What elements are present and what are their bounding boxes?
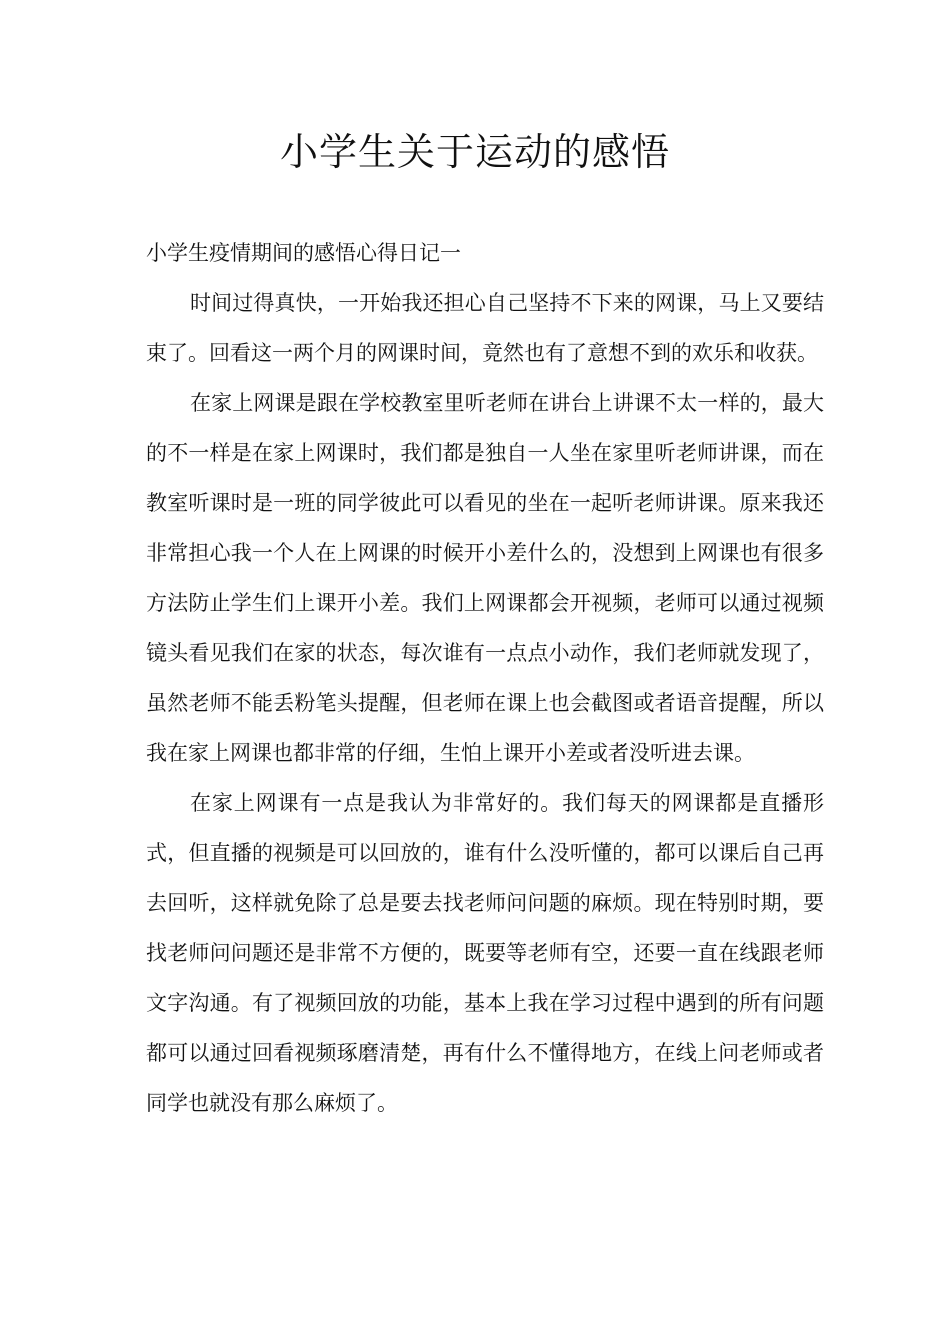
document-body xyxy=(146,228,824,1128)
paragraph-3: 在家上网课有一点是我认为非常好的。我们每天的网课都是直播形式，但直播的视频是可以回放的，谁有什么没听懂的，都可以课后自己再去回听，这样就免除了总是要去找老师问问题的麻烦。现在特别时期，要找老师问问题还是非常不方便的，既要等老师有空，还要一直在线跟老师文字沟通。有了视频回放的功能，基本上我在学习过程中遇到的所有问题都可以通过回看视频琢磨清楚，再有什么不懂得地方，在线上问老师或者同学也就没有那么麻烦了。 xyxy=(146,791,824,1115)
document-subtitle: 小学生疫情期间的感悟心得日记一 xyxy=(146,241,461,265)
document-title: 小学生关于运动的感悟 xyxy=(279,130,670,174)
paragraph-2: 在家上网课是跟在学校教室里听老师在讲台上讲课不太一样的，最大的不一样是在家上网课时，我们都是独自一人坐在家里听老师讲课，而在教室听课时是一班的同学彼此可以看见的坐在一起听老师讲课。原来我还非常担心我一个人在上网课的时候开小差什么的，没想到上网课也有很多方法防止学生们上课开小差。我们上网课都会开视频，老师可以通过视频镜头看见我们在家的状态，每次谁有一点点小动作，我们老师就发现了，虽然老师不能丢粉笔头提醒，但老师在课上也会截图或者语音提醒，所以我在家上网课也都非常的仔细，生怕上课开小差或者没听进去课。 xyxy=(146,391,824,765)
paragraph-1: 时间过得真快，一开始我还担心自己坚持不下来的网课，马上又要结束了。回看这一两个月的网课时间，竟然也有了意想不到的欢乐和收获。 xyxy=(146,291,824,365)
